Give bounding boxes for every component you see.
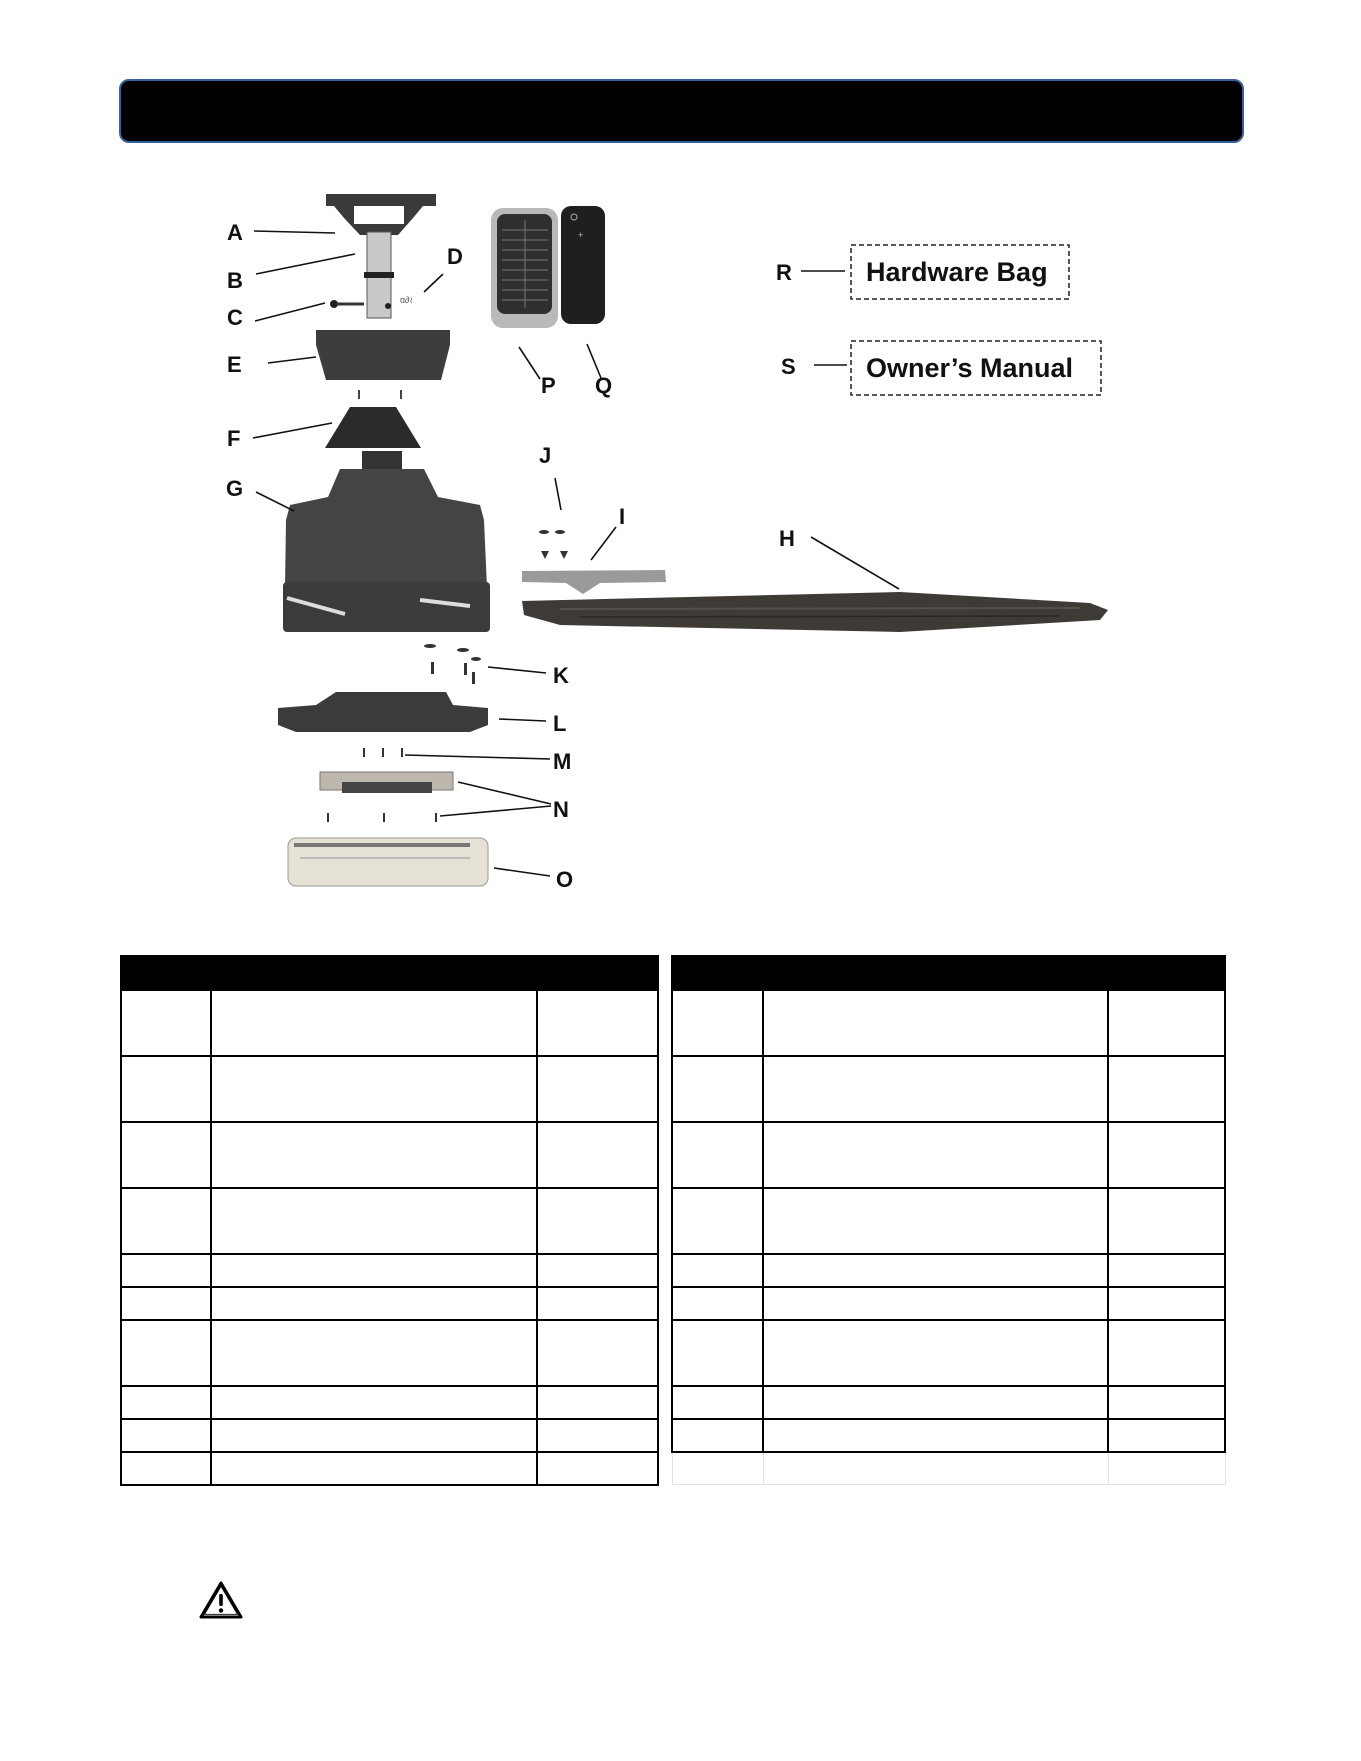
part-a-bracket: [326, 194, 436, 235]
callout-q: Q: [595, 373, 613, 398]
table-row: [121, 1188, 658, 1254]
table-row: [672, 1287, 1225, 1320]
table-row: [121, 1320, 658, 1386]
part-b-downrod: [364, 232, 394, 318]
table-row: [672, 1254, 1225, 1287]
part-p-wall-control: [491, 208, 558, 328]
callout-j: J: [539, 443, 552, 468]
table-row: [121, 1287, 658, 1320]
part-l-switch-housing: [278, 692, 488, 732]
callout-o: O: [556, 867, 574, 892]
table-row: [672, 1122, 1225, 1188]
owners-manual-box: [851, 341, 1101, 395]
callout-n: N: [553, 797, 569, 822]
table-row: [121, 1386, 658, 1419]
hardware-bag-label: Hardware Bag: [866, 257, 1048, 287]
table-header: [672, 956, 1225, 990]
callout-k: K: [553, 663, 569, 688]
callout-h: H: [779, 526, 795, 551]
callout-e: E: [227, 352, 242, 377]
callout-g: G: [226, 476, 244, 501]
table-row: [672, 1452, 1225, 1485]
part-j-screws: [539, 530, 568, 559]
table-row: [121, 1122, 658, 1188]
svg-text:+: +: [578, 230, 584, 240]
table-row: [121, 1056, 658, 1122]
table-row: [672, 1320, 1225, 1386]
warning-triangle-icon: [198, 1580, 244, 1620]
table-row: [121, 1254, 658, 1287]
part-q-remote: [561, 206, 605, 324]
callout-p: P: [541, 373, 556, 398]
callout-b: B: [227, 268, 243, 293]
hardware-bag-box: [851, 245, 1069, 299]
callout-i: I: [619, 504, 626, 529]
part-k-screws: [424, 644, 481, 684]
table-row: [672, 1419, 1225, 1452]
callout-l: L: [553, 711, 567, 736]
part-i-blade-iron: [522, 570, 666, 594]
table-row: [121, 990, 658, 1056]
callout-c: C: [227, 305, 243, 330]
part-d-clip: ɑ∂≀: [400, 295, 413, 305]
table-row: [672, 1188, 1225, 1254]
part-c-pin: [330, 300, 364, 308]
part-n-light-kit: [320, 772, 453, 793]
part-h-blade: [522, 592, 1108, 632]
table-header: [121, 956, 658, 990]
part-o-light-cover: [288, 838, 488, 886]
part-e-canopy: [316, 330, 450, 380]
table-row: [121, 1419, 658, 1452]
callout-f: F: [227, 426, 241, 451]
callout-s: S: [781, 354, 796, 379]
parts-table-right: [671, 955, 1226, 1485]
table-row: [672, 1386, 1225, 1419]
parts-table-left: [120, 955, 659, 1486]
part-g-motor: [283, 451, 490, 632]
owners-manual-label: Owner’s Manual: [866, 353, 1074, 383]
table-row: [672, 1056, 1225, 1122]
callout-m: M: [553, 749, 572, 774]
table-row: [121, 1452, 658, 1485]
callout-d: D: [447, 244, 463, 269]
callout-a: A: [227, 220, 243, 245]
table-row: [672, 990, 1225, 1056]
part-f-cover: [325, 407, 421, 448]
callout-r: R: [776, 260, 792, 285]
